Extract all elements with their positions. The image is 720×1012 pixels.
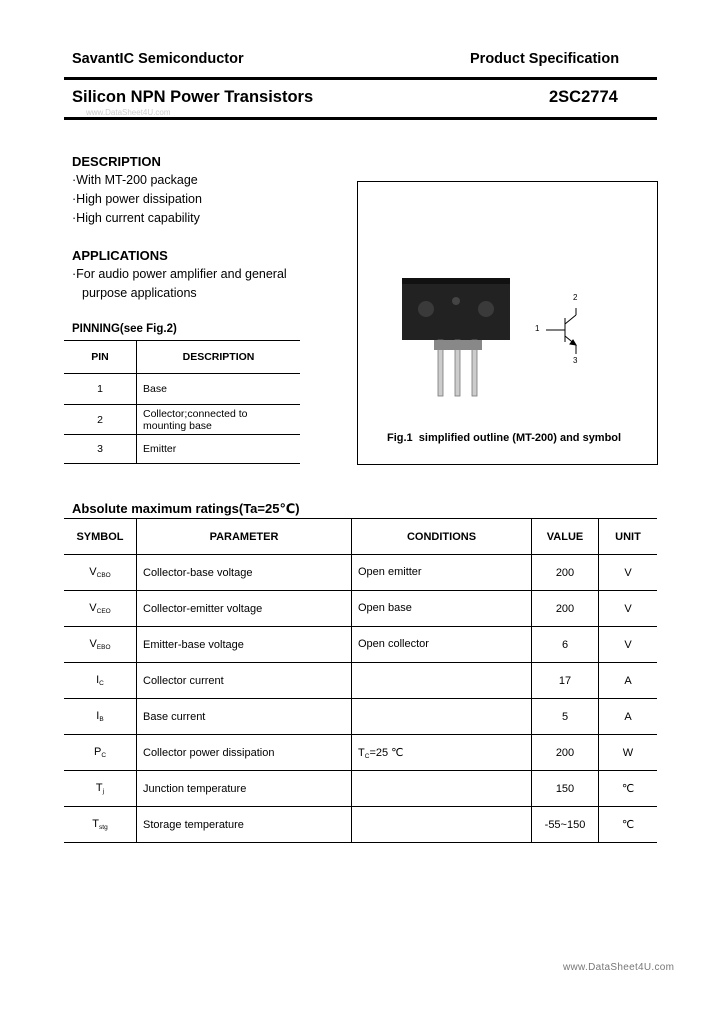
figure-box — [357, 181, 658, 465]
parameter-cell: Junction temperature — [137, 771, 352, 807]
conditions-cell — [352, 807, 532, 843]
description-column-header: DESCRIPTION — [137, 341, 301, 374]
conditions-cell: Open collector — [352, 627, 532, 663]
header-rule-bottom — [64, 117, 657, 120]
mounting-hole-right — [478, 301, 494, 317]
value-cell: 6 — [532, 627, 599, 663]
table-row — [64, 627, 657, 663]
npn-symbol-icon — [546, 308, 576, 354]
unit-cell: ℃ — [599, 771, 658, 807]
table-row — [64, 807, 657, 843]
value-cell: 150 — [532, 771, 599, 807]
applications-heading: APPLICATIONS — [72, 248, 168, 263]
conditions-cell: Open base — [352, 591, 532, 627]
description-list — [72, 171, 202, 228]
value-cell: 200 — [532, 555, 599, 591]
applications-line-2: purpose applications — [82, 286, 197, 300]
description-heading: DESCRIPTION — [72, 154, 161, 169]
parameter-cell: Emitter-base voltage — [137, 627, 352, 663]
conditions-cell: Open emitter — [352, 555, 532, 591]
description-item: ·High power dissipation — [72, 192, 202, 206]
header-rule-top — [64, 77, 657, 80]
parameter-cell: Collector current — [137, 663, 352, 699]
value-cell: 5 — [532, 699, 599, 735]
pin-description: Emitter — [137, 435, 301, 464]
value-cell: 200 — [532, 591, 599, 627]
watermark: www.DataSheet4U.com — [86, 108, 171, 117]
spec-label: Product Specification — [470, 51, 620, 67]
unit-cell: A — [599, 663, 658, 699]
package-outline-drawing — [358, 182, 657, 464]
symbol-cell: $T_{stg}$ — [64, 807, 137, 843]
table-row — [64, 699, 657, 735]
symbol-column-header: SYMBOL — [64, 519, 137, 555]
parameter-cell: Base current — [137, 699, 352, 735]
description-item: ·High current capability — [72, 211, 200, 225]
pin-description: Base — [137, 374, 301, 405]
pin-column-header: PIN — [64, 341, 137, 374]
symbol-cell: $I_B$ — [64, 699, 137, 735]
pin-description: Collector;connected to mounting base — [137, 405, 301, 435]
value-cell: -55~150 — [532, 807, 599, 843]
applications-line-1: ·For audio power amplifier and general — [72, 267, 287, 281]
unit-cell: V — [599, 627, 658, 663]
unit-cell: ℃ — [599, 807, 658, 843]
figure-caption: Fig.1 simplified outline (MT-200) and symbol — [387, 432, 622, 444]
table-row — [64, 771, 657, 807]
ratings-table — [64, 518, 657, 843]
pinning-heading: PINNING(see Fig.2) — [72, 323, 177, 335]
symbol-cell: $T_j$ — [64, 771, 137, 807]
parameter-column-header: PARAMETER — [137, 519, 352, 555]
symbol-pin-1: 1 — [535, 324, 540, 333]
pinning-table — [64, 340, 300, 464]
symbol-cell: $V_{EBO}$ — [64, 627, 137, 663]
product-title: Silicon NPN Power Transistors — [72, 88, 314, 106]
conditions-column-header: CONDITIONS — [352, 519, 532, 555]
symbol-cell: $I_C$ — [64, 663, 137, 699]
table-row — [64, 555, 657, 591]
table-row — [64, 663, 657, 699]
mounting-hole-left — [418, 301, 434, 317]
conditions-cell — [352, 771, 532, 807]
table-row — [64, 435, 300, 464]
table-row — [64, 374, 300, 405]
parameter-cell: Storage temperature — [137, 807, 352, 843]
company-name: SavantIC Semiconductor — [72, 51, 244, 67]
value-column-header: VALUE — [532, 519, 599, 555]
pin-number: 2 — [64, 405, 137, 435]
table-row — [64, 591, 657, 627]
table-row — [64, 405, 300, 435]
symbol-cell: $P_C$ — [64, 735, 137, 771]
table-row — [64, 735, 657, 771]
footer-site: www.DataSheet4U.com — [563, 962, 675, 973]
conditions-cell — [352, 699, 532, 735]
parameter-cell: Collector-base voltage — [137, 555, 352, 591]
parameter-cell: Collector-emitter voltage — [137, 591, 352, 627]
symbol-cell: $V_{CEO}$ — [64, 591, 137, 627]
unit-cell: A — [599, 699, 658, 735]
conditions-cell: $T_C=25$ ℃ — [352, 735, 532, 771]
symbol-pin-2: 2 — [573, 293, 578, 302]
description-item: ·With MT-200 package — [72, 173, 198, 187]
unit-cell: V — [599, 591, 658, 627]
unit-cell: V — [599, 555, 658, 591]
pin-number: 3 — [64, 435, 137, 464]
ratings-heading: Absolute maximum ratings(Ta=25℃) — [72, 501, 300, 516]
conditions-cell — [352, 663, 532, 699]
symbol-cell: $V_{CBO}$ — [64, 555, 137, 591]
unit-cell: W — [599, 735, 658, 771]
pinning-header-row — [64, 341, 300, 374]
unit-column-header: UNIT — [599, 519, 658, 555]
applications-list — [72, 265, 287, 303]
value-cell: 200 — [532, 735, 599, 771]
value-cell: 17 — [532, 663, 599, 699]
ratings-header-row — [64, 519, 657, 555]
pin-number: 1 — [64, 374, 137, 405]
parameter-cell: Collector power dissipation — [137, 735, 352, 771]
symbol-pin-3: 3 — [573, 356, 578, 365]
part-number: 2SC2774 — [549, 88, 618, 106]
